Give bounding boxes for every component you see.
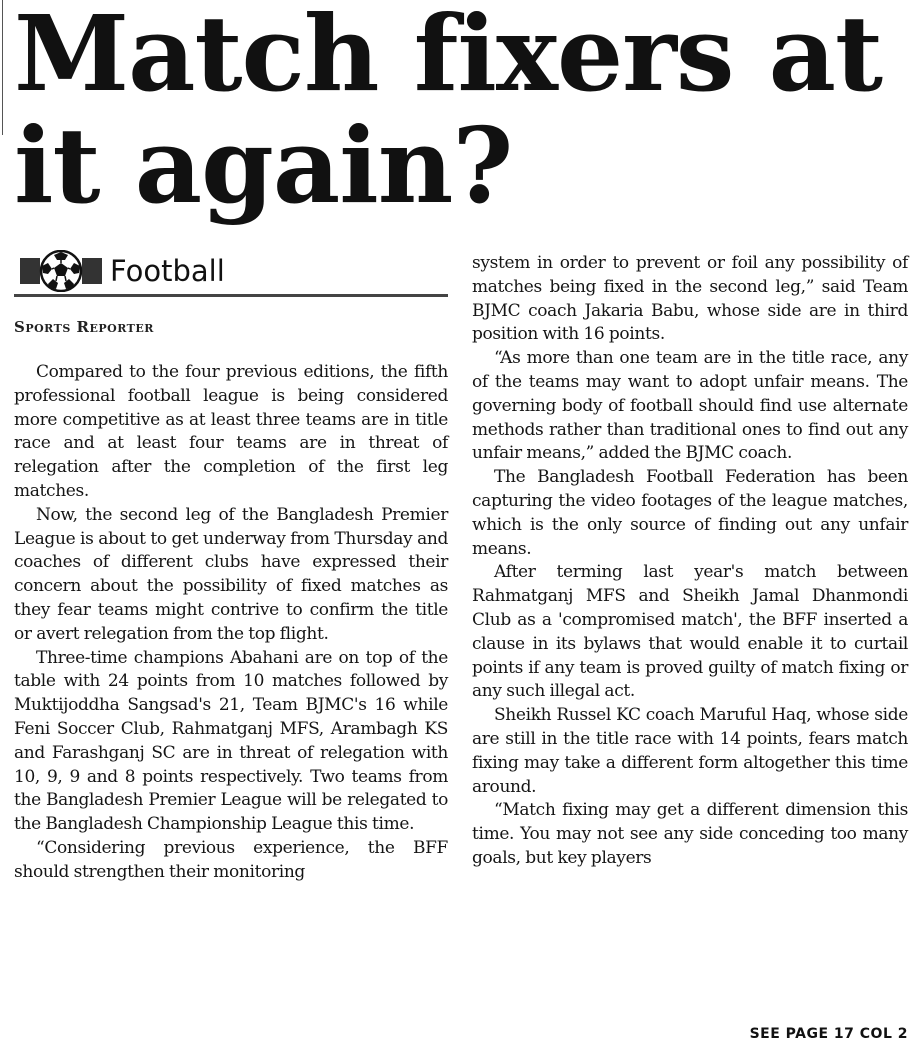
headline: Match fixers at it again? xyxy=(14,0,883,227)
paragraph: system in order to prevent or foil any possibility of matches being fixed in the second leg,” said Team BJMC coach Jakaria Babu, whose side are in third position with 16 points. xyxy=(472,253,908,345)
paragraph: After terming last year's match between Rahmatganj MFS and Sheikh Jamal Dhanmondi Club as a 'compromised match', the BFF inserted a clause in its bylaws that would enable it to curtail points if any team is proved guilty of match fixing or any such illegal act. xyxy=(472,562,908,702)
column-rule xyxy=(2,0,3,135)
football-icon xyxy=(18,250,104,292)
paragraph: The Bangladesh Football Federation has been capturing the video footages of the league matches, which is the only source of finding out any unfair means. xyxy=(472,467,908,559)
jump-line: SEE PAGE 17 COL 2 xyxy=(749,1026,908,1042)
paragraph: Three-time champions Abahani are on top of the table with 24 points from 10 matches followed by Muktijoddha Sangsad's 21, Team BJMC's 16 while Feni Soccer Club, Rahmatganj MFS, Arambagh KS and Farashganj SC are in threat of relegation with 10, 9, 9 and 8 points respectively. Two teams from the Bangladesh Premier League will be relegated to the Bangladesh Championship League this time. xyxy=(14,647,448,835)
paragraph: Sheikh Russel KC coach Maruful Haq, whose side are still in the title race with 14 points, fears match fixing may take a different form altogether this time around. xyxy=(472,705,908,797)
section-tag xyxy=(14,250,448,297)
section-label: Football xyxy=(110,254,225,288)
paragraph: “Match fixing may get a different dimension this time. You may not see any side conceding too many goals, but key players xyxy=(472,800,908,868)
paragraph: “Considering previous experience, the BFF should strengthen their monitoring xyxy=(14,837,448,882)
byline: Sports Reporter xyxy=(14,318,154,336)
article-column-left xyxy=(14,361,448,885)
paragraph: Now, the second leg of the Bangladesh Premier League is about to get underway from Thursday and coaches of different clubs have expressed their concern about the possibility of fixed matches as they fear teams might contrive to confirm the title or avert relegation from the top flight. xyxy=(14,504,448,644)
article-column-right xyxy=(472,252,908,871)
paragraph: Compared to the four previous editions, the fifth professional football league is being considered more competitive as at least three teams are in title race and at least four teams are in threat of relegation after the completion of the first leg matches. xyxy=(14,362,448,501)
paragraph: “As more than one team are in the title race, any of the teams may want to adopt unfair means. The governing body of football should find use alternate methods rather than traditional ones to find out any unfair means,” added the BJMC coach. xyxy=(472,348,908,464)
